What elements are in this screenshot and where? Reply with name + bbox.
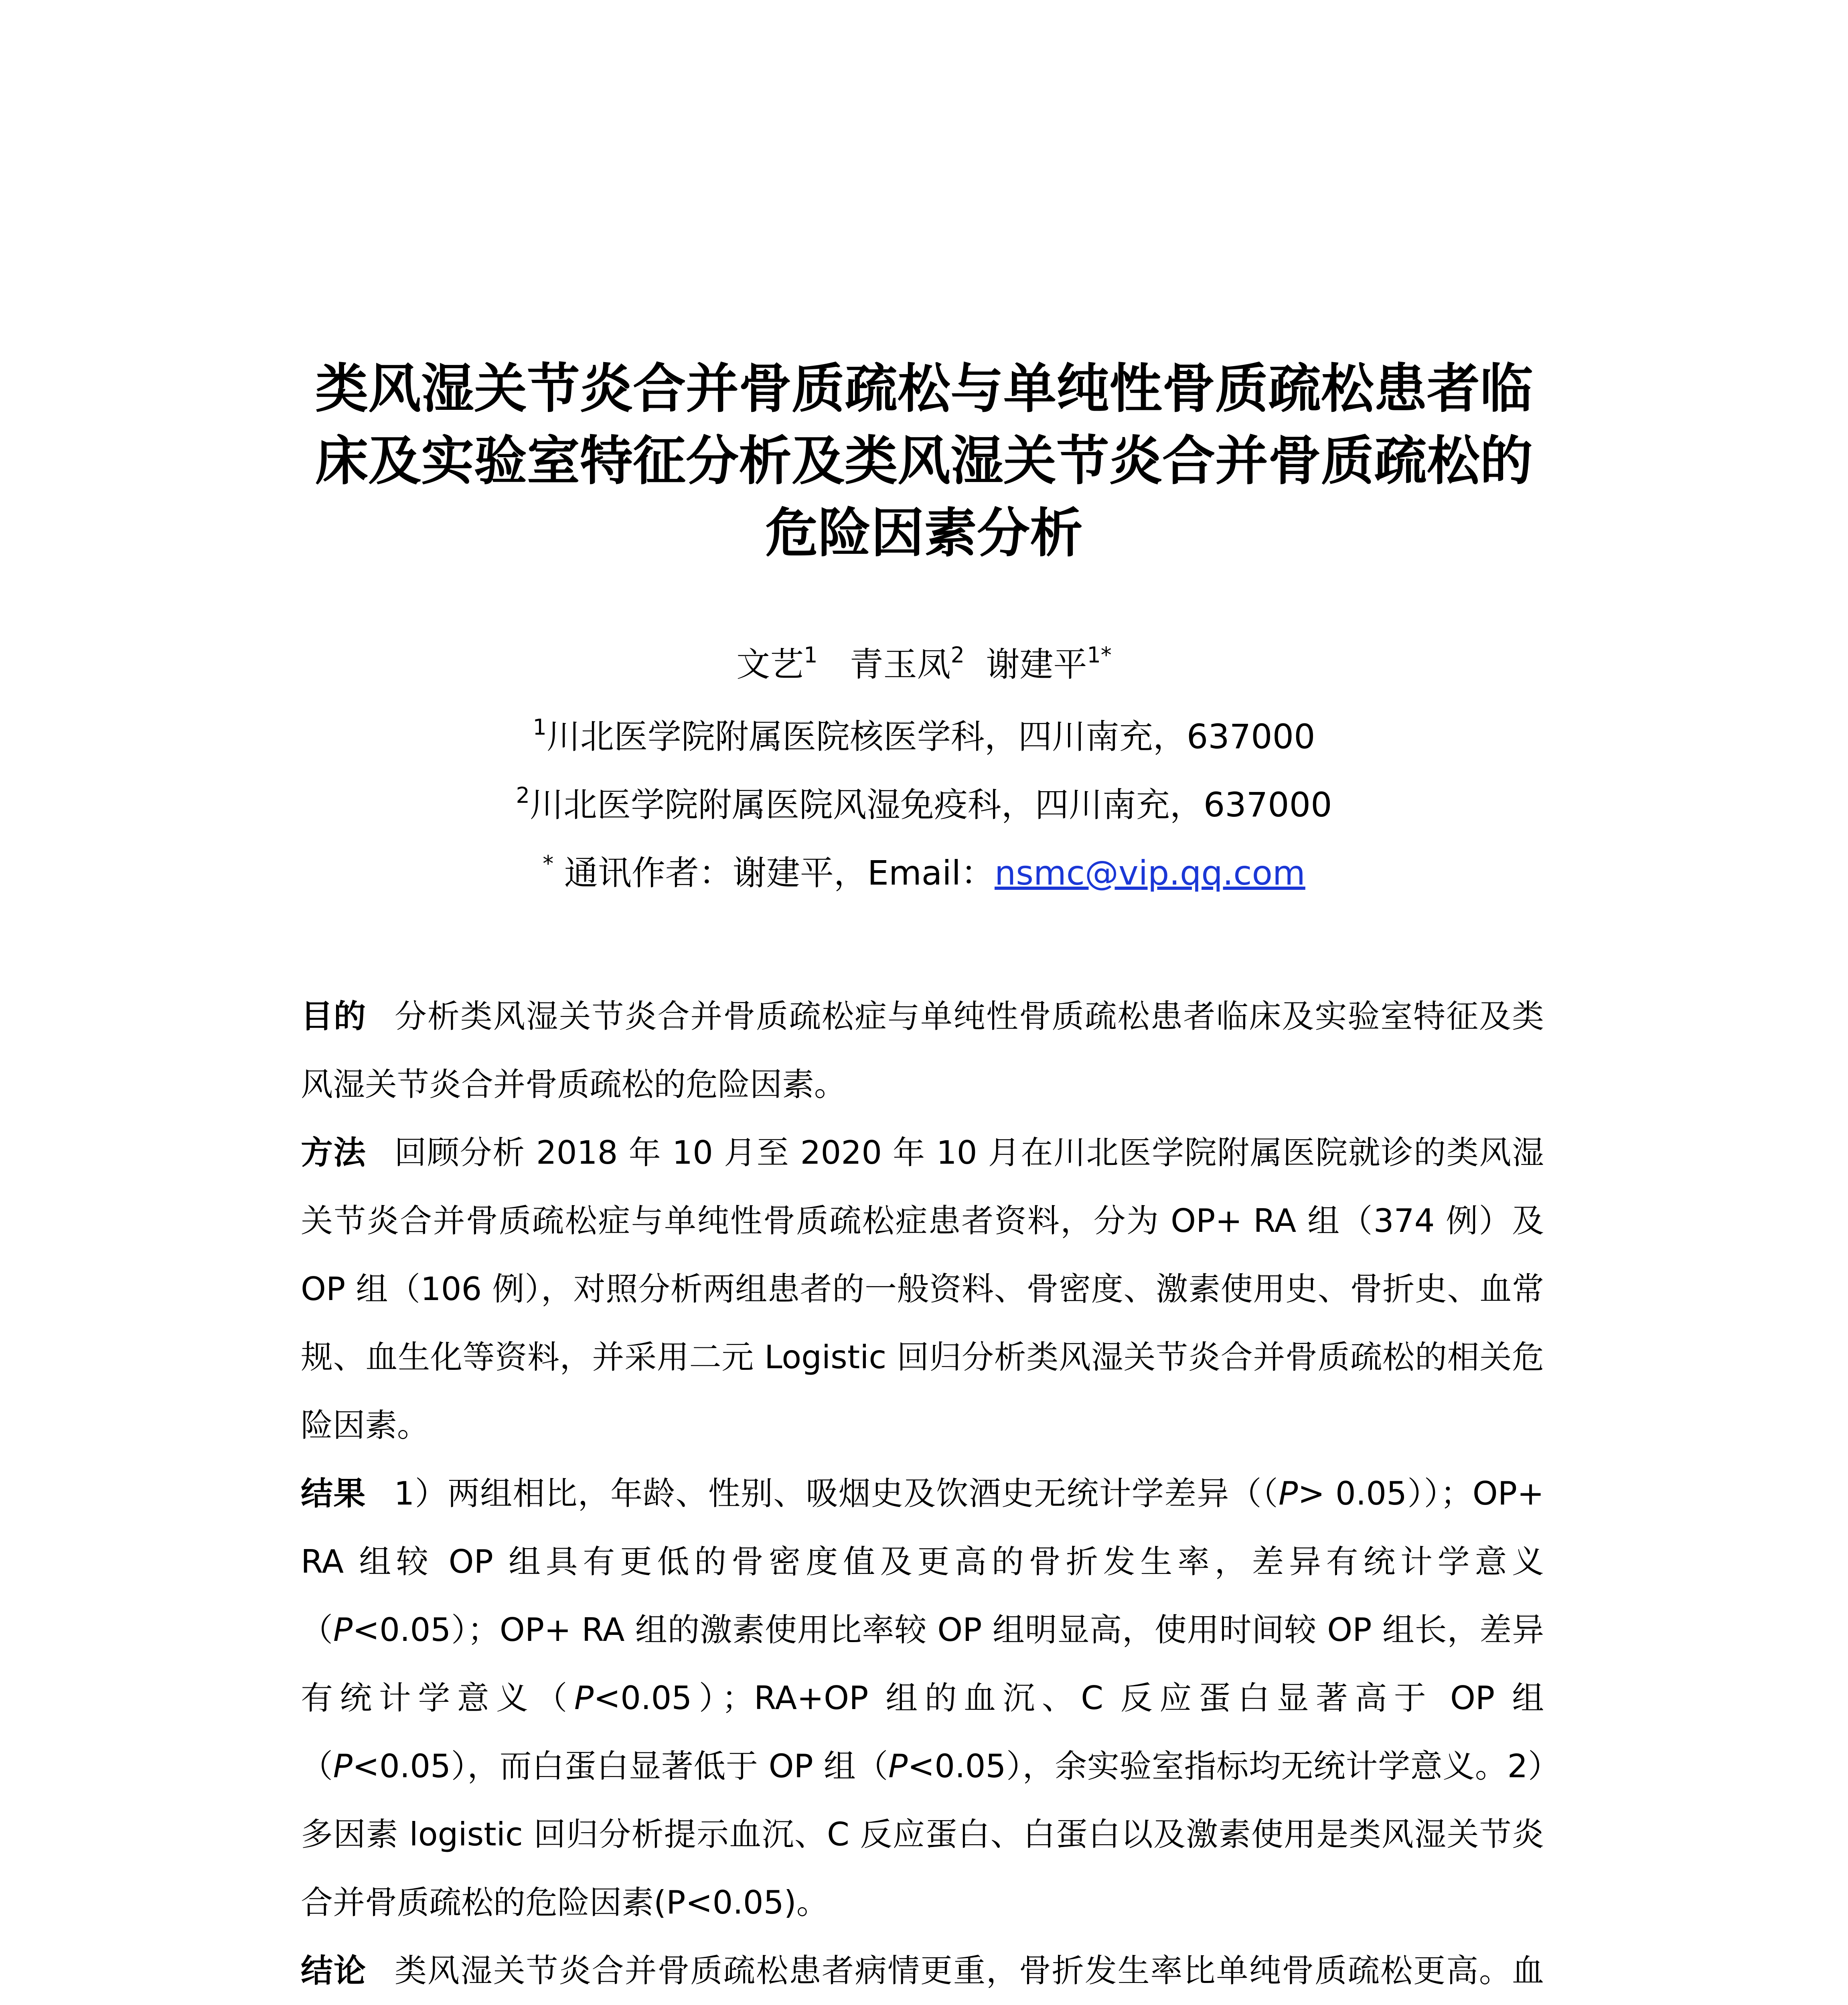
section-text: <0.05）；RA+OP 组的血沉、C 反应蛋白显著高于 OP 组（ xyxy=(301,1679,1544,1785)
affil-text: 川北医学院附属医院核医学科，四川南充，637000 xyxy=(546,717,1315,756)
abstract-methods xyxy=(301,1119,1544,1460)
affiliation-1 xyxy=(281,710,1567,758)
author-name: 文艺 xyxy=(736,645,804,684)
author-name: 青玉凤 xyxy=(849,645,951,684)
p-symbol: P xyxy=(333,1748,353,1785)
title-line: 类风湿关节炎合并骨质疏松与单纯性骨质疏松患者临 xyxy=(315,358,1533,420)
affil-mark: 1 xyxy=(533,715,547,740)
author-affil-mark: 1 xyxy=(804,642,818,668)
paper-title xyxy=(281,353,1567,569)
p-symbol: P xyxy=(333,1611,353,1649)
section-text: <0.05）；OP+ RA 组的激素使用比率较 OP 组明显高，使用时间较 OP 组长，差异有统计学意义（ xyxy=(301,1611,1544,1717)
section-text: <0.05），而白蛋白显著低于 OP 组（ xyxy=(352,1748,888,1785)
abstract-results xyxy=(301,1460,1544,1937)
p-symbol: P xyxy=(574,1679,594,1717)
p-symbol: P xyxy=(1278,1475,1298,1512)
author-list xyxy=(281,638,1567,686)
section-text: 类风湿关节炎合并骨质疏松患者病情更重，骨折发生率比单纯骨质疏松更高。血 xyxy=(394,1952,1544,1989)
title-line: 床及实验室特征分析及类风湿关节炎合并骨质疏松的 xyxy=(315,430,1533,492)
corr-mark: * xyxy=(543,851,554,876)
affil-text: 川北医学院附属医院风湿免疫科，四川南充，637000 xyxy=(529,785,1332,824)
abstract-objective xyxy=(301,982,1544,1119)
section-label: 目的 xyxy=(301,998,367,1035)
section-text: 1）两组相比，年龄、性别、吸烟史及饮酒史无统计学差异（（ xyxy=(394,1475,1279,1512)
abstract-conclusion xyxy=(301,1937,1544,2005)
section-text: <0.05），余实验室指标均无统计学意义。2）多因素 logistic 回归分析提示血沉、C 反应蛋白、白蛋白以及激素使用是类风湿关节炎合并骨质疏松的危险因素(P<0.05)。 xyxy=(301,1748,1544,1921)
email-link[interactable]: nsmc@vip.qq.com xyxy=(994,853,1305,893)
author-affil-mark: 1* xyxy=(1087,642,1112,668)
section-text: 分析类风湿关节炎合并骨质疏松症与单纯性骨质疏松患者临床及实验室特征及类风湿关节炎合并骨质疏松的危险因素。 xyxy=(301,998,1544,1103)
affiliation-2 xyxy=(281,778,1567,826)
section-label: 结论 xyxy=(301,1952,367,1989)
corr-text: 通讯作者：谢建平，Email： xyxy=(564,853,995,893)
section-label: 结果 xyxy=(301,1475,366,1512)
section-text: 回顾分析 2018 年 10 月至 2020 年 10 月在川北医学院附属医院就诊的类风湿关节炎合并骨质疏松症与单纯性骨质疏松症患者资料，分为 OP+ RA 组（374 例）及 OP 组（106 例），对照分析两组患者的一般资料、骨密度、激素使用史、骨折史、血常规、血生化等资料，并采用二元 Logistic 回归分析类风湿关节炎合并骨质疏松的相关危险因素。 xyxy=(301,1134,1544,1444)
affil-mark: 2 xyxy=(516,783,530,808)
section-text: > 0.05））；OP+ RA 组较 OP 组具有更低的骨密度值及更高的骨折发生率，差异有统计学意义（ xyxy=(301,1475,1544,1649)
p-symbol: P xyxy=(888,1748,908,1785)
title-line: 危险因素分析 xyxy=(765,502,1083,564)
section-label: 方法 xyxy=(301,1134,367,1171)
corresponding-author xyxy=(281,846,1567,895)
abstract xyxy=(301,982,1544,2005)
author-name: 谢建平 xyxy=(986,645,1087,684)
author-affil-mark: 2 xyxy=(950,642,965,668)
